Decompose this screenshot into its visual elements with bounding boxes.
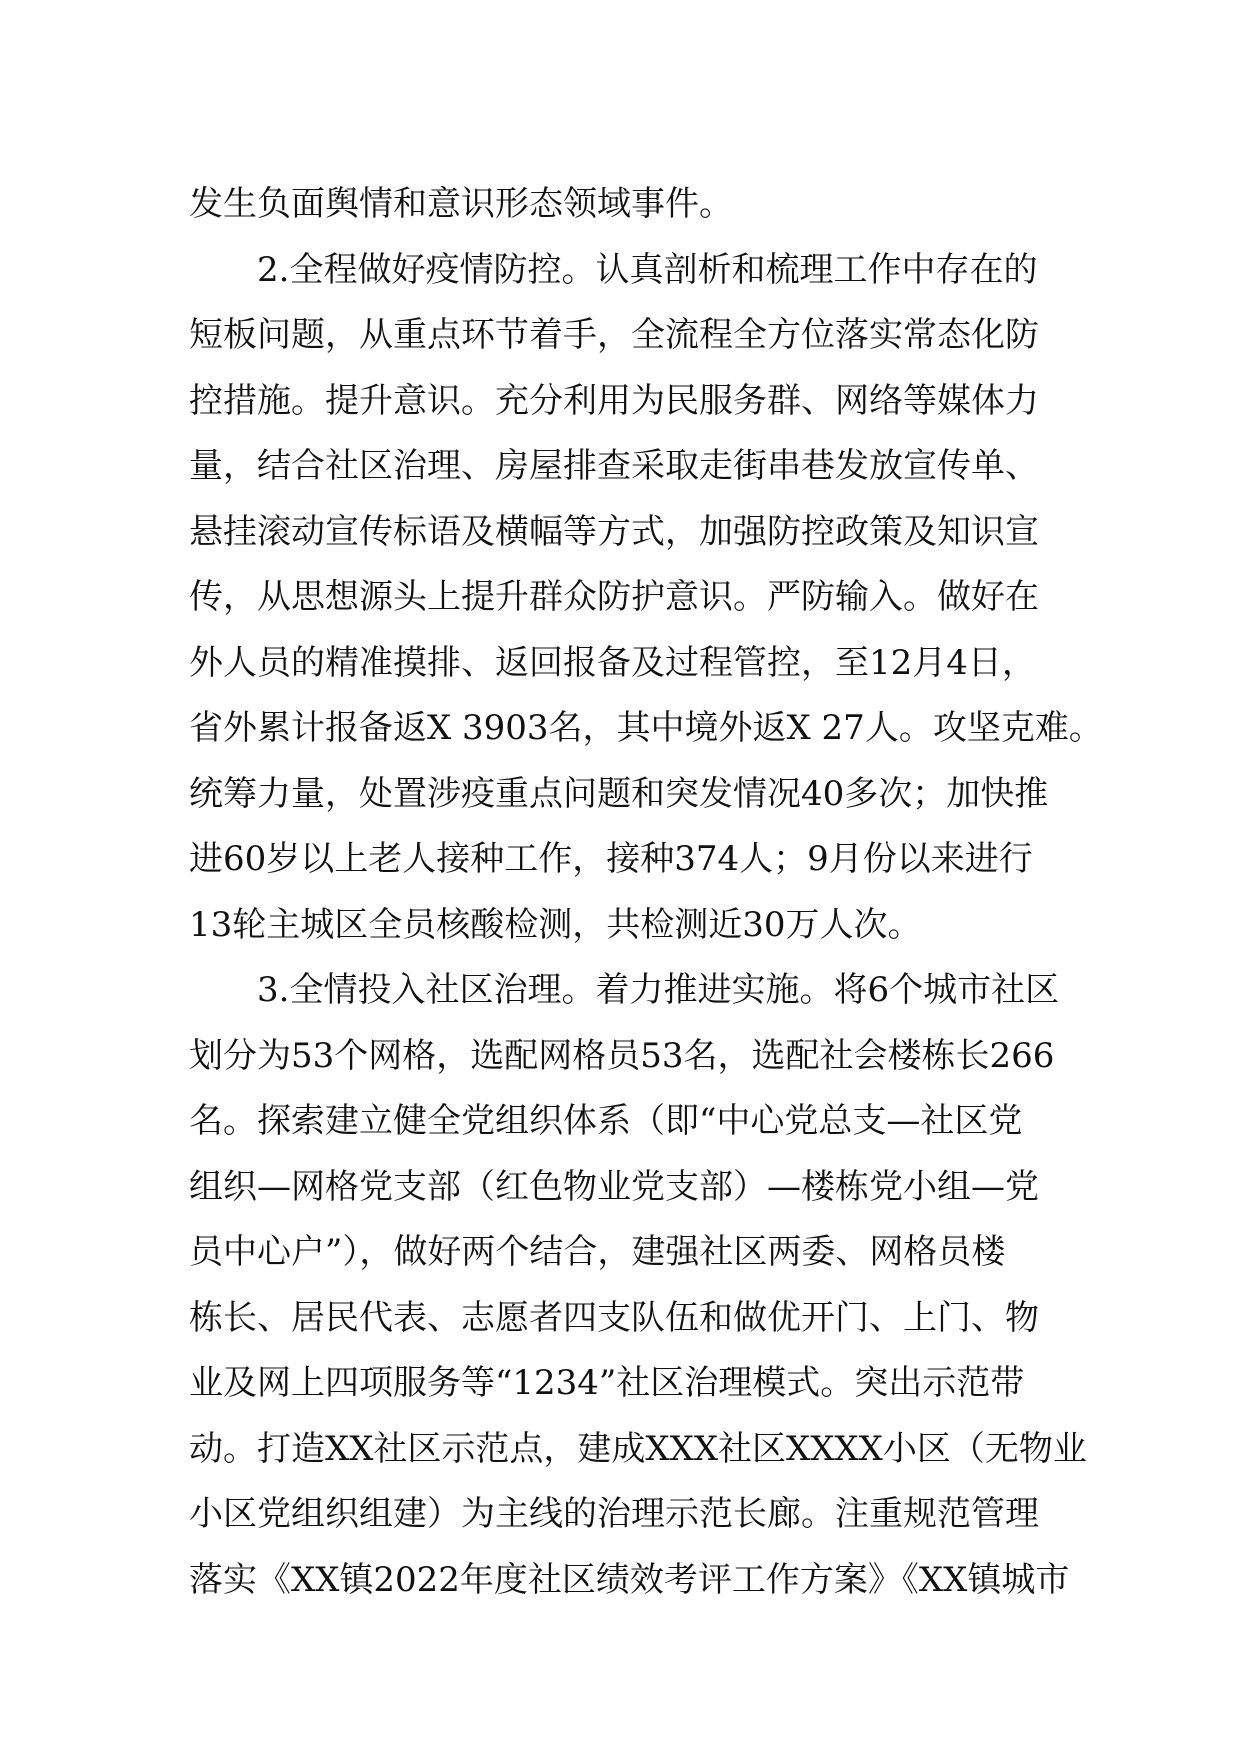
- text-line: 划分为53个网格，选配网格员53名，选配社会楼栋长266: [189, 1035, 1055, 1076]
- paragraph-2-heading-line: 2.全程做好疫情防控。认真剖析和梳理工作中存在的: [257, 249, 1038, 290]
- text-line: 进60岁以上老人接种工作，接种374人；9月份以来进行: [189, 839, 1033, 879]
- text-line: 发生负面舆情和意识形态领域事件。: [189, 184, 733, 224]
- text-line: 悬挂滚动宣传标语及横幅等方式，加强防控政策及知识宣: [189, 511, 1039, 552]
- text-line: 小区党组织组建）为主线的治理示范长廊。注重规范管理: [189, 1494, 1039, 1534]
- text-line: 动。打造XX社区示范点，建成XXX社区XXXX小区（无物业: [189, 1428, 1087, 1469]
- text-line: 短板问题，从重点环节着手，全流程全方位落实常态化防: [189, 315, 1039, 355]
- document-body: [189, 172, 1103, 1613]
- text-line: 省外累计报备返X 3903名，其中境外返X 27人。攻坚克难。: [189, 708, 1103, 748]
- text-line: 业及网上四项服务等“1234”社区治理模式。突出示范带: [189, 1363, 1025, 1403]
- text-line: 外人员的精准摸排、返回报备及过程管控，至12月4日，: [189, 642, 1036, 683]
- paragraph-3-heading-line: 3.全情投入社区治理。着力推进实施。将6个城市社区: [257, 970, 1060, 1010]
- text-line: 13轮主城区全员核酸检测，共检测近30万人次。: [189, 904, 922, 945]
- text-line: 员中心户”），做好两个结合，建强社区两委、网格员楼: [189, 1232, 1006, 1272]
- text-line: 名。探索建立健全党组织体系（即“中心党总支—社区党: [189, 1101, 1023, 1141]
- text-line: 栋长、居民代表、志愿者四支队伍和做优开门、上门、物: [189, 1297, 1039, 1338]
- text-line: 落实《XX镇2022年度社区绩效考评工作方案》《XX镇城市: [189, 1559, 1070, 1600]
- text-line: 统筹力量，处置涉疫重点问题和突发情况40多次；加快推: [189, 773, 1049, 814]
- text-line: 量，结合社区治理、房屋排查采取走街串巷发放宣传单、: [189, 446, 1039, 486]
- text-line: 控措施。提升意识。充分利用为民服务群、网络等媒体力: [189, 380, 1039, 421]
- text-line: 传，从思想源头上提升群众防护意识。严防输入。做好在: [189, 577, 1039, 617]
- text-line: 组织—网格党支部（红色物业党支部）—楼栋党小组—党: [189, 1166, 1039, 1207]
